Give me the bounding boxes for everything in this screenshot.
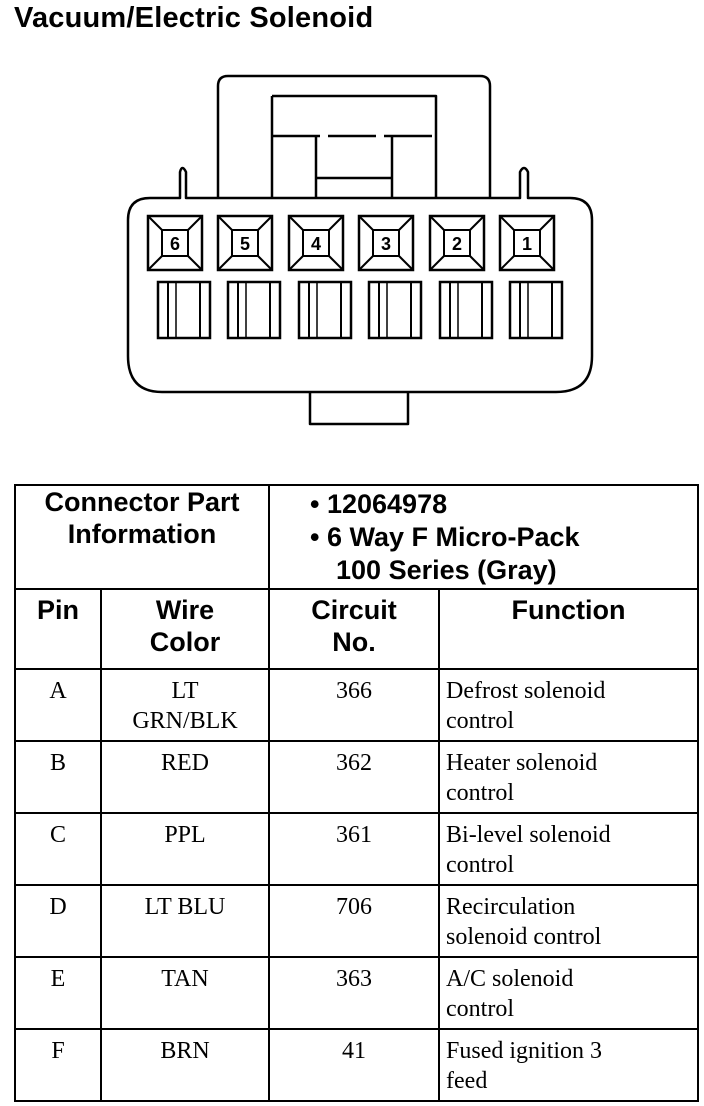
pin-cavity-5	[218, 216, 272, 270]
pin-cavity-4	[289, 216, 343, 270]
wire-color-cell: RED	[161, 750, 209, 776]
connector-diagram	[0, 0, 704, 440]
pin-cell: C	[49, 822, 66, 848]
pin-number-label: 1	[521, 234, 533, 254]
circuit-cell: 706	[336, 894, 373, 920]
part-info-label: Connector Part Information	[44, 487, 240, 549]
circuit-cell: 362	[336, 750, 373, 776]
function-cell: Defrost solenoid control	[446, 678, 606, 734]
pin-number-label: 5	[239, 234, 251, 254]
pin-cavity-3	[359, 216, 413, 270]
pin-cavity-2	[430, 216, 484, 270]
table-row	[15, 885, 698, 957]
terminal-lock-slot	[369, 282, 421, 338]
column-header-row	[15, 589, 698, 669]
part-number: • 12064978	[310, 489, 448, 519]
function-cell: Fused ignition 3 feed	[446, 1038, 603, 1094]
terminal-lock-row	[158, 282, 562, 338]
terminal-lock-slot	[510, 282, 562, 338]
wire-color-cell: LT BLU	[144, 894, 226, 920]
pin-cell: E	[50, 966, 66, 992]
pin-cavity-row	[148, 216, 554, 270]
pin-cell: B	[49, 750, 66, 776]
function-cell: Recirculation solenoid control	[446, 894, 602, 950]
circuit-header: Circuit No.	[311, 595, 397, 657]
pin-number-label: 2	[451, 234, 463, 254]
pin-number-label: 4	[310, 234, 322, 254]
table-row	[15, 813, 698, 885]
wire-color-cell: BRN	[160, 1038, 210, 1064]
function-cell: Bi-level solenoid control	[446, 822, 611, 878]
function-cell: Heater solenoid control	[446, 750, 598, 806]
pin-cell: A	[49, 678, 67, 704]
function-cell: A/C solenoid control	[446, 966, 574, 1022]
table-row	[15, 957, 698, 1029]
terminal-lock-slot	[158, 282, 210, 338]
table-row	[15, 669, 698, 741]
circuit-cell: 363	[336, 966, 373, 992]
connector-info-table	[14, 484, 699, 1102]
wire-color-cell: LT GRN/BLK	[132, 678, 238, 734]
part-description-line2: 100 Series (Gray)	[336, 555, 557, 585]
part-description-line1: • 6 Way F Micro-Pack	[310, 522, 580, 552]
connector-key	[310, 392, 408, 424]
terminal-lock-slot	[440, 282, 492, 338]
pin-number-label: 3	[380, 234, 392, 254]
pin-cell: D	[49, 894, 67, 920]
pin-number-label: 6	[169, 234, 181, 254]
part-info-row	[15, 485, 698, 589]
pin-cavity-1	[500, 216, 554, 270]
wire-color-cell: TAN	[161, 966, 209, 992]
circuit-cell: 361	[336, 822, 373, 848]
table-row	[15, 1029, 698, 1101]
page-title: Vacuum/Electric Solenoid	[14, 2, 374, 34]
terminal-lock-slot	[299, 282, 351, 338]
table-row	[15, 741, 698, 813]
function-header: Function	[511, 595, 626, 625]
circuit-cell: 366	[336, 678, 373, 704]
pin-header: Pin	[36, 595, 79, 625]
wire-color-header: Wire Color	[149, 595, 221, 657]
pin-cavity-6	[148, 216, 202, 270]
pin-cell: F	[51, 1038, 65, 1064]
terminal-lock-slot	[228, 282, 280, 338]
circuit-cell: 41	[342, 1038, 367, 1064]
connector-body	[128, 168, 592, 392]
wire-color-cell: PPL	[164, 822, 206, 848]
